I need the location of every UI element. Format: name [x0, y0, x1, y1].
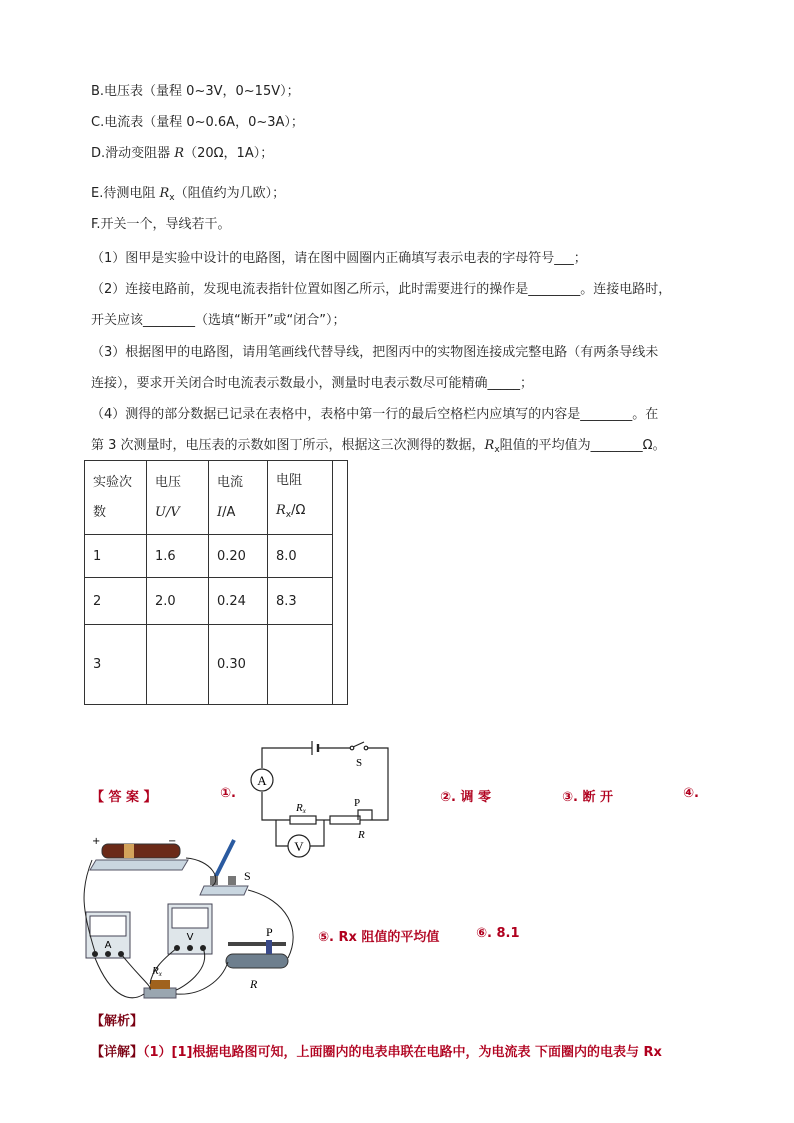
- rx-label-sub: x: [302, 807, 306, 815]
- switch-lever: [353, 742, 364, 747]
- rx-label-sub: x: [158, 970, 162, 978]
- header-resistance-l2: [276, 496, 324, 530]
- question-2-line1: （2）连接电路前，发现电流表指针位置如图乙所示，此时需要进行的操作是________。连接电路时，: [91, 282, 672, 297]
- battery-base: [90, 860, 188, 870]
- detail-label: 【详解】: [91, 1045, 144, 1060]
- table-cell: 2.0: [147, 578, 209, 625]
- rheostat-label: R: [250, 977, 258, 991]
- voltmeter-terminal: [187, 945, 193, 951]
- answer-item-6: ⑥. 8.1: [476, 926, 520, 941]
- table-cell: 0.24: [209, 578, 268, 625]
- rx-label: [295, 802, 307, 815]
- header-trial-l1: 实验次: [93, 474, 133, 490]
- ammeter-label: A: [104, 940, 112, 951]
- header-resistance-unit: /Ω: [291, 502, 306, 518]
- question-4-line1: （4）测得的部分数据已记录在表格中，表格中第一行的最后空格栏内应填写的内容是________。在: [91, 407, 659, 422]
- header-current: [209, 461, 268, 535]
- header-current-var: I: [217, 504, 223, 520]
- ammeter-terminal: [105, 951, 111, 957]
- ammeter-dial: [90, 916, 126, 936]
- wire: [262, 748, 312, 768]
- header-current-unit: /A: [222, 504, 236, 520]
- header-resistance-var: R: [276, 502, 286, 518]
- header-resistance-l1: 电阻: [276, 472, 303, 488]
- wire: [262, 792, 290, 820]
- rheostat-r: [330, 816, 360, 824]
- option-e-prefix: E.待测电阻: [91, 186, 160, 201]
- table-cell: 3: [85, 625, 147, 705]
- table-cell: 0.20: [209, 535, 268, 578]
- resistor-rx: [290, 816, 316, 824]
- header-trial-l2: 数: [93, 504, 107, 520]
- table-extra-column: [333, 461, 348, 705]
- data-table: [84, 460, 348, 705]
- voltmeter-dial: [172, 908, 208, 928]
- question-4-pre: 第 3 次测量时，电压表的示数如图丁所示，根据这三次测得的数据，: [91, 438, 485, 453]
- rx-base: [144, 988, 176, 998]
- voltmeter-label: V: [186, 932, 194, 943]
- question-4-line2: [91, 436, 666, 460]
- question-4-post: 阻值的平均值为________Ω。: [499, 438, 666, 453]
- option-c: C.电流表（量程 0~0.6A，0~3A）；: [91, 115, 304, 130]
- table-cell: 8.0: [268, 535, 333, 578]
- header-resistance: [268, 461, 333, 535]
- question-4-var: R: [484, 438, 495, 453]
- option-e: [91, 184, 285, 208]
- switch-clip: [228, 876, 236, 885]
- rheostat-rod: [228, 942, 286, 946]
- rheostat-coil: [226, 954, 288, 968]
- option-b: B.电压表（量程 0~3V，0~15V）；: [91, 84, 300, 99]
- header-resistance-sub: x: [285, 509, 292, 520]
- option-d-var: R: [174, 146, 185, 161]
- header-voltage: [147, 461, 209, 535]
- option-e-var: R: [159, 186, 170, 201]
- question-3-line2: 连接），要求开关闭合时电流表示数最小，测量时电表示数尽可能精确_____；: [91, 376, 534, 391]
- apparatus-illustration: [82, 830, 312, 1010]
- question-4-sub: x: [494, 445, 500, 455]
- rx-label-main: R: [296, 802, 303, 814]
- table-cell: 1.6: [147, 535, 209, 578]
- wire: [95, 958, 144, 998]
- switch-contact: [364, 746, 368, 750]
- header-trial: [85, 461, 147, 535]
- question-3-line1: （3）根据图甲的电路图，请用笔画线代替导线，把图丙中的实物图连接成完整电路（有两条导线未: [91, 345, 659, 360]
- switch-label: S: [356, 757, 363, 769]
- question-2-line2: 开关应该________（选填“断开”或“闭合”）；: [91, 313, 346, 328]
- ammeter-label: A: [257, 773, 267, 788]
- table-cell: [268, 625, 333, 705]
- option-d: [91, 144, 273, 164]
- switch-base: [200, 886, 248, 895]
- option-d-prefix: D.滑动变阻器: [91, 146, 175, 161]
- table-cell: 0.30: [209, 625, 268, 705]
- table-row: [85, 625, 348, 705]
- rx-resistor: [150, 980, 170, 989]
- header-voltage-l1: 电压: [155, 474, 182, 490]
- option-f: F.开关一个，导线若干。: [91, 217, 231, 232]
- analysis-label: 【解析】: [91, 1014, 144, 1029]
- answer-item-5: ⑤. Rx 阻值的平均值: [318, 930, 440, 945]
- header-voltage-l2: [155, 498, 200, 528]
- rheostat-slider: [266, 940, 272, 954]
- rheostat-label: R: [358, 829, 365, 841]
- detail-text: （1）[1]根据电路图可知，上面圈内的电表串联在电路中，为电流表 下面圈内的电表与 Rx: [143, 1045, 662, 1060]
- answer-item-3: ③. 断 开: [562, 790, 613, 805]
- plus-terminal: +: [92, 836, 101, 847]
- answer-item-2: ②. 调 零: [440, 790, 491, 805]
- table-cell: [147, 625, 209, 705]
- detail-line: [91, 1043, 662, 1063]
- table-cell: 2: [85, 578, 147, 625]
- table-row: [85, 535, 348, 578]
- option-e-sub: x: [169, 193, 175, 203]
- answer-item-1: ①.: [220, 786, 236, 801]
- switch-label: S: [244, 869, 251, 883]
- wire: [121, 954, 150, 990]
- slider-label: P: [266, 925, 273, 939]
- rx-label-main: R: [152, 965, 159, 977]
- table-cell: 8.3: [268, 578, 333, 625]
- table-cell: 1: [85, 535, 147, 578]
- answer-label: 【 答 案 】: [91, 790, 157, 805]
- header-voltage-var: U: [155, 504, 166, 520]
- slider-label: P: [354, 797, 361, 809]
- battery-band: [124, 844, 134, 858]
- table-header-row: [85, 461, 348, 535]
- voltmeter-label: V: [294, 839, 304, 854]
- answer-item-4: ④.: [683, 786, 699, 801]
- header-voltage-unit: /V: [165, 504, 180, 520]
- wire: [368, 748, 388, 820]
- option-e-suffix: （阻值约为几欧）；: [174, 186, 286, 201]
- question-1: （1）图甲是实验中设计的电路图，请在图中圆圈内正确填写表示电表的字母符号___；: [91, 251, 587, 266]
- table-row: [85, 578, 348, 625]
- option-d-suffix: （20Ω，1A）；: [184, 146, 274, 161]
- header-current-l2: [217, 498, 259, 528]
- header-current-l1: 电流: [217, 474, 244, 490]
- minus-terminal: −: [168, 836, 177, 847]
